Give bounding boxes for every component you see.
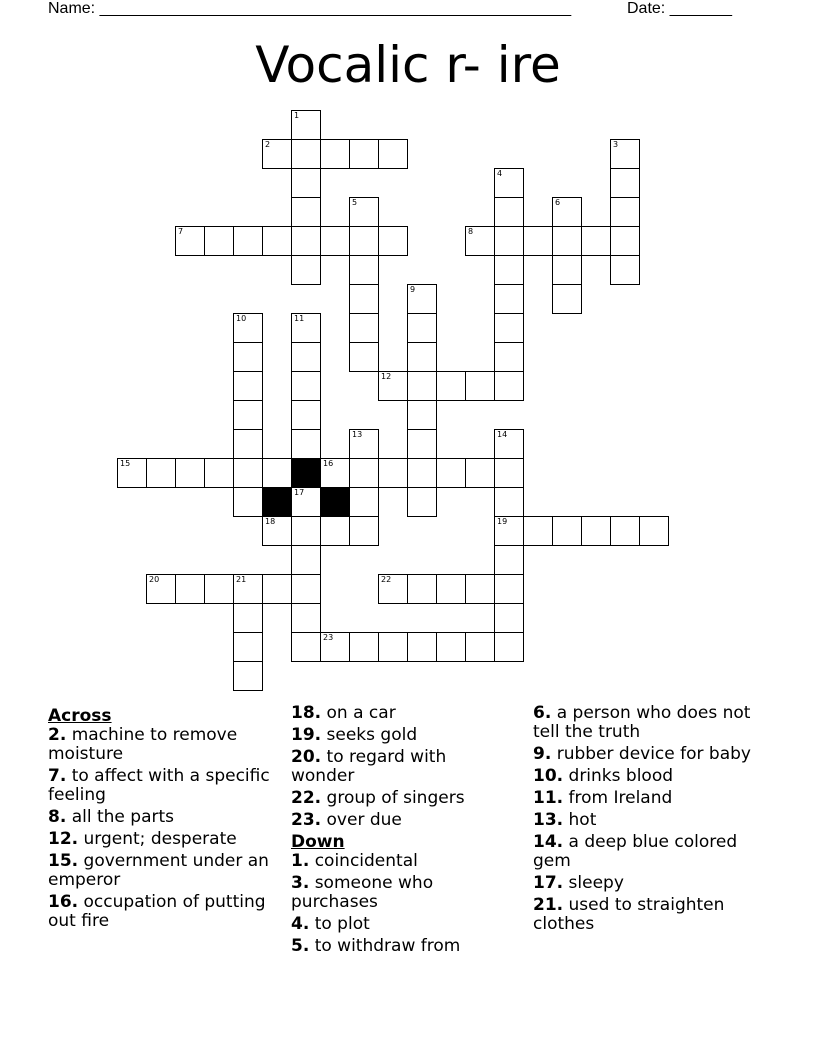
clue-across-7 [48,767,270,805]
clue-across-22 [291,789,513,808]
grid-cell[interactable] [262,226,292,256]
grid-cell[interactable] [175,226,205,256]
grid-cell[interactable] [436,574,466,604]
grid-cell[interactable] [552,284,582,314]
clue-number: 1. [291,851,310,871]
grid-cell[interactable] [465,458,495,488]
grid-cell[interactable] [291,197,321,227]
grid-cell[interactable] [291,400,321,430]
grid-cell[interactable] [349,313,379,343]
grid-cell[interactable] [291,371,321,401]
grid-cell[interactable] [233,429,263,459]
clue-text: occupation of putting out fire [48,892,266,931]
clue-text: someone who purchases [291,873,434,912]
grid-cell[interactable] [349,487,379,517]
clue-down-5 [291,937,513,956]
grid-cell[interactable] [349,284,379,314]
grid-cell[interactable] [494,168,524,198]
grid-cell[interactable] [291,226,321,256]
grid-cell[interactable] [233,458,263,488]
clue-number: 19. [291,725,322,745]
grid-cell[interactable] [175,574,205,604]
clue-number-label: 21 [236,575,247,584]
grid-cell[interactable] [494,342,524,372]
clue-number: 8. [48,807,67,827]
clue-number: 17. [533,873,564,893]
grid-cell[interactable] [291,603,321,633]
grid-cell[interactable] [349,197,379,227]
grid-cell[interactable] [378,574,408,604]
grid-cell[interactable] [465,226,495,256]
clue-down-3 [291,874,513,912]
grid-cell[interactable] [407,313,437,343]
grid-cell[interactable] [378,139,408,169]
clue-text: used to straighten clothes [533,895,725,934]
grid-cell[interactable] [552,197,582,227]
grid-cell[interactable] [494,429,524,459]
clue-number-label: 14 [497,430,508,439]
grid-cell[interactable] [291,139,321,169]
puzzle-title: Vocalic r- ire [255,36,561,94]
grid-cell[interactable] [610,168,640,198]
grid-cell[interactable] [349,342,379,372]
grid-cell[interactable] [407,574,437,604]
clue-across-23 [291,811,513,830]
clue-number-label: 11 [294,314,305,323]
clue-text: from Ireland [568,788,673,808]
grid-cell[interactable] [610,255,640,285]
grid-cell[interactable] [494,574,524,604]
grid-cell[interactable] [349,226,379,256]
clue-down-1 [291,852,513,871]
grid-cell[interactable] [407,284,437,314]
clue-number: 15. [48,851,79,871]
clue-number-label: 15 [120,459,131,468]
grid-cell[interactable] [465,371,495,401]
grid-cell[interactable] [291,487,321,517]
grid-cell[interactable] [349,632,379,662]
clues-column-3 [533,704,755,937]
grid-cell[interactable] [494,487,524,517]
clues-section [0,700,816,1000]
clue-number: 22. [291,788,322,808]
clue-number-label: 19 [497,517,508,526]
grid-cell[interactable] [320,458,350,488]
grid-cell[interactable] [494,284,524,314]
grid-cell[interactable] [465,632,495,662]
grid-cell[interactable] [175,458,205,488]
grid-cell[interactable] [465,574,495,604]
grid-cell[interactable] [117,458,147,488]
clue-text: to plot [314,914,370,934]
clue-number: 5. [291,936,310,956]
clue-down-13 [533,811,755,830]
clue-text: urgent; desperate [83,829,237,849]
black-cell [262,487,292,517]
clue-down-14 [533,833,755,871]
grid-cell[interactable] [639,516,669,546]
grid-cell[interactable] [581,226,611,256]
grid-cell[interactable] [378,371,408,401]
clue-across-2 [48,726,270,764]
clue-number: 6. [533,703,552,723]
clue-text: government under an emperor [48,851,269,890]
grid-cell[interactable] [349,516,379,546]
grid-cell[interactable] [291,574,321,604]
grid-cell[interactable] [291,168,321,198]
clue-down-17 [533,874,755,893]
grid-cell[interactable] [146,574,176,604]
clue-down-10 [533,767,755,786]
grid-cell[interactable] [494,255,524,285]
grid-cell[interactable] [436,371,466,401]
clue-number-label: 3 [613,140,619,149]
grid-cell[interactable] [204,458,234,488]
clue-text: to withdraw from [314,936,461,956]
grid-cell[interactable] [233,632,263,662]
grid-cell[interactable] [349,458,379,488]
grid-cell[interactable] [233,574,263,604]
clue-text: group of singers [326,788,465,808]
grid-cell[interactable] [407,429,437,459]
clue-down-6 [533,704,755,742]
grid-cell[interactable] [436,632,466,662]
clue-number: 23. [291,810,322,830]
clue-across-12 [48,830,270,849]
clue-number-label: 4 [497,169,503,178]
grid-cell[interactable] [233,603,263,633]
grid-cell[interactable] [494,197,524,227]
clue-across-16 [48,893,270,931]
grid-cell[interactable] [610,197,640,227]
clue-down-21 [533,896,755,934]
clue-number-label: 10 [236,314,247,323]
grid-cell[interactable] [581,516,611,546]
clue-down-11 [533,789,755,808]
grid-cell[interactable] [233,487,263,517]
grid-cell[interactable] [494,545,524,575]
black-cell [320,487,350,517]
down-heading: Down [291,832,345,852]
clue-text: all the parts [71,807,174,827]
grid-cell[interactable] [233,400,263,430]
grid-cell[interactable] [204,574,234,604]
clue-number: 12. [48,829,79,849]
clue-number: 13. [533,810,564,830]
grid-cell[interactable] [523,516,553,546]
clues-column-2 [291,704,513,959]
grid-cell[interactable] [407,342,437,372]
grid-cell[interactable] [320,139,350,169]
clue-number-label: 18 [265,517,276,526]
grid-cell[interactable] [233,342,263,372]
name-field[interactable]: Name: _____________________________________________________ [48,0,572,17]
clue-number-label: 1 [294,111,300,120]
clue-across-18 [291,704,513,723]
grid-cell[interactable] [233,371,263,401]
grid-cell[interactable] [494,458,524,488]
grid-cell[interactable] [378,458,408,488]
grid-cell[interactable] [291,342,321,372]
grid-cell[interactable] [407,400,437,430]
clue-number: 11. [533,788,564,808]
clue-number: 3. [291,873,310,893]
clue-down-9 [533,745,755,764]
grid-cell[interactable] [349,255,379,285]
grid-cell[interactable] [407,487,437,517]
grid-cell[interactable] [407,632,437,662]
clue-number-label: 8 [468,227,474,236]
grid-cell[interactable] [233,313,263,343]
clue-text: sleepy [568,873,624,893]
clue-text: over due [326,810,402,830]
grid-cell[interactable] [262,574,292,604]
clue-text: to affect with a specific feeling [48,766,270,805]
grid-cell[interactable] [378,226,408,256]
clue-text: hot [568,810,597,830]
clue-number: 18. [291,703,322,723]
grid-cell[interactable] [494,226,524,256]
grid-cell[interactable] [204,226,234,256]
grid-cell[interactable] [233,226,263,256]
grid-cell[interactable] [291,255,321,285]
clue-text: a deep blue colored gem [533,832,738,871]
grid-cell[interactable] [436,458,466,488]
grid-cell[interactable] [291,313,321,343]
clue-number: 4. [291,914,310,934]
clue-number-label: 9 [410,285,416,294]
grid-cell[interactable] [262,516,292,546]
clue-down-4 [291,915,513,934]
date-field[interactable]: Date: _______ [627,0,732,17]
grid-cell[interactable] [494,516,524,546]
clue-number-label: 12 [381,372,392,381]
clue-text: a person who does not tell the truth [533,703,751,742]
clue-across-19 [291,726,513,745]
grid-cell[interactable] [610,516,640,546]
grid-cell[interactable] [494,371,524,401]
clue-number-label: 6 [555,198,561,207]
clue-number: 21. [533,895,564,915]
clue-text: to regard with wonder [291,747,447,786]
grid-cell[interactable] [378,632,408,662]
grid-cell[interactable] [291,545,321,575]
clue-number-label: 17 [294,488,305,497]
clue-number: 9. [533,744,552,764]
grid-cell[interactable] [552,255,582,285]
grid-cell[interactable] [320,632,350,662]
grid-cell[interactable] [610,226,640,256]
clue-across-20 [291,748,513,786]
clue-text: machine to remove moisture [48,725,238,764]
grid-cell[interactable] [494,313,524,343]
clue-number-label: 5 [352,198,358,207]
grid-cell[interactable] [610,139,640,169]
clue-number: 16. [48,892,79,912]
clue-number: 7. [48,766,67,786]
grid-cell[interactable] [291,516,321,546]
clues-column-1 [48,704,270,934]
clue-across-8 [48,808,270,827]
grid-cell[interactable] [291,429,321,459]
clue-number: 20. [291,747,322,767]
clue-number: 14. [533,832,564,852]
clue-across-15 [48,852,270,890]
across-heading: Across [48,706,112,726]
clue-text: rubber device for baby [556,744,751,764]
clue-number-label: 13 [352,430,363,439]
grid-cell[interactable] [407,371,437,401]
clue-text: coincidental [314,851,418,871]
grid-cell[interactable] [349,429,379,459]
grid-cell[interactable] [494,632,524,662]
clue-number: 10. [533,766,564,786]
grid-cell[interactable] [233,661,263,691]
grid-cell[interactable] [552,226,582,256]
clue-text: on a car [326,703,396,723]
clue-number-label: 22 [381,575,392,584]
grid-cell[interactable] [552,516,582,546]
clue-number-label: 16 [323,459,334,468]
grid-cell[interactable] [407,458,437,488]
clue-number-label: 20 [149,575,160,584]
grid-cell[interactable] [262,139,292,169]
grid-cell[interactable] [146,458,176,488]
clue-number: 2. [48,725,67,745]
grid-cell[interactable] [291,632,321,662]
grid-cell[interactable] [320,516,350,546]
clue-text: drinks blood [568,766,674,786]
grid-cell[interactable] [523,226,553,256]
grid-cell[interactable] [320,226,350,256]
clue-number-label: 7 [178,227,184,236]
grid-cell[interactable] [262,458,292,488]
clue-text: seeks gold [326,725,418,745]
grid-cell[interactable] [291,110,321,140]
clue-number-label: 2 [265,140,271,149]
black-cell [291,458,321,488]
grid-cell[interactable] [494,603,524,633]
grid-cell[interactable] [349,139,379,169]
clue-number-label: 23 [323,633,334,642]
